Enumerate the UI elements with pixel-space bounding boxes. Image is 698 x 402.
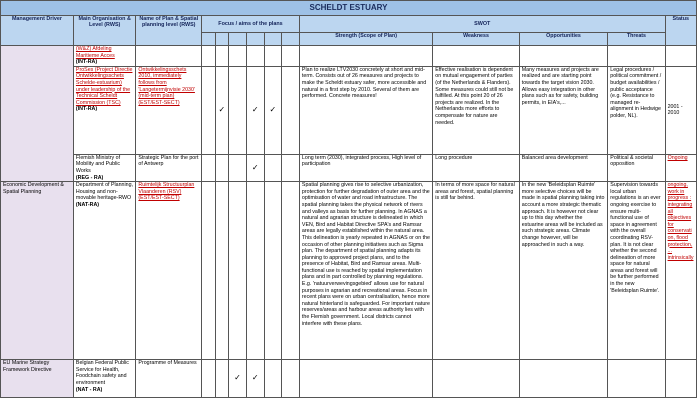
focus-col-3: [229, 33, 247, 46]
org-cell: [73, 66, 136, 154]
opportunities-cell: Many measures and projects are realized and are starting point towards the target vision 2030. Allows easy integration in other plans such as for safety, building permits, in EIA's,...: [519, 66, 608, 154]
header-organisation: Main Organisation & Level (RWS): [73, 16, 136, 46]
weakness-cell: Long procedure: [433, 154, 519, 181]
header-driver: Management Driver: [1, 16, 74, 46]
plan-name: Ruimtelijk Structuurplan Vlaanderen (RSV) (EST/EST-SECT): [138, 182, 195, 202]
threats-cell: Political & societal opposition: [608, 154, 665, 181]
plan-cell: Programme of Measures: [136, 360, 202, 398]
header-swot: SWOT: [299, 16, 665, 33]
check-mark: ✓: [229, 360, 247, 398]
header-focus: Focus / aims of the plans: [202, 16, 300, 33]
status-cell: [665, 154, 696, 181]
focus-col-4: [246, 33, 264, 46]
header-status: Status: [665, 16, 696, 46]
plan-cell: [136, 182, 202, 360]
table-row: [1, 154, 697, 181]
strength-cell: Long term (2030), integrated process, High level of participation: [299, 154, 432, 181]
org-name: Flemish Ministry of Mobility and Public Works: [75, 154, 121, 174]
header-plan: Name of Plan & Spatial planning level (RWS): [136, 16, 202, 46]
plan-cell: [136, 66, 202, 154]
org-code: (INT-RA): [75, 59, 98, 66]
header-threats: Threats: [608, 33, 665, 46]
strength-cell: Spatial planning gives rise to selective urbanization, protection for further degradation of outer area and the optimisation of water and road infrastructure. The spatial planning takes the physical network of rivers and valleys as basis for further planning. In AGNAS a natural and agrarian structure is delineated in which VEN, Bird and Habitat Directive SPA's and Ramsar areas are legally established within the natural area. This delineation is yearly repeated in AGNAS or on the occasion of other planning initiatives such as Sigma plan. The department of spatial planning adapts its planning to approved project plans, and to the presence of Habitat, Bird and Ramsar areas. Multi-functional use is reached by spatial implementation plans and in part controlled by planning regulations. E.g. 'natuurverwevingsgebied' allows use for natural purposes in agrarian and recreational areas. Focus in recent plans were on urban centralisation, hence more natural hinterland is safeguarded. For important nature reserves/areas and harbour areas authority lies with the Flemish government. Local districts cannot interfere with these plans.: [299, 182, 432, 360]
table-row: [1, 46, 697, 67]
status-cell: 2001 - 2010: [665, 66, 696, 154]
weakness-cell: Effective realisation is dependent on mutual engagement of parties (of the Netherlands & Flanders). Some measures could still not be fulfilled. At this point 20 of 26 projects are realized. In the Netherlands more efforts to compensate for nature are needed.: [433, 66, 519, 154]
plan-name: Ontwikkelingsschets 2010, immediately follows from 'Langetermijnvisie 2030' (mid-term plan) (EST/EST-SECT): [138, 66, 195, 106]
org-cell: [73, 360, 136, 398]
driver-cell: [1, 46, 74, 182]
header-opportunities: Opportunities: [519, 33, 608, 46]
org-name: (W&Z) Afdeling Maritieme Acces: [75, 46, 115, 59]
org-code: (NAT-RA): [75, 201, 100, 208]
driver-cell: EU Marine Strategy Framework Directive: [1, 360, 74, 398]
opportunities-cell: In the new 'Beleidsplan Ruimte' more selective choices will be made in spatial planning taking into account a more strategic thematic approach. It is however not clear up to this day whether the estuarine areas will be included as such strategic areas. Climate change however, will be approached in such a way.: [519, 182, 608, 360]
check-mark: ✓: [215, 66, 229, 154]
org-code: (INT-RA): [75, 106, 98, 113]
check-mark: ✓: [246, 66, 264, 154]
org-name: Department of Planning, Housing and non-movable heritage-RWO: [75, 182, 134, 202]
table-row: [1, 66, 697, 154]
focus-cell: [229, 66, 247, 154]
weakness-cell: In terms of more space for natural areas and forest, spatial planning is still far behind.: [433, 182, 519, 360]
opportunities-cell: Balanced area development: [519, 154, 608, 181]
focus-col-6: [282, 33, 300, 46]
driver-cell: Economic Development & Spatial Planning: [1, 182, 74, 360]
table-row: [1, 182, 697, 360]
focus-col-2: [215, 33, 229, 46]
org-cell: [73, 154, 136, 181]
org-name: ProSes (Project Directie Ontwikkelingsschets Schelde-estuarium) under leadership of the Technical Scheldt Commission (TSC): [75, 66, 133, 106]
org-cell: [73, 46, 136, 67]
org-code: (REG - RA): [75, 174, 104, 181]
header-weakness: Weakness: [433, 33, 519, 46]
status-link: Ongoing: [667, 154, 688, 161]
check-mark: ✓: [246, 360, 264, 398]
header-strength: Strength (Scope of Plan): [299, 33, 432, 46]
status-link: ongoing, work in progress : integrating all objectives for conservation, flood protection, ... intrinsically: [667, 182, 694, 261]
threats-cell: Supervision towards local urban regulations is an ever ongoing exercise to ensure multi-functional use of space in agreement with the overall coordinating RSV-plan. It is not clear whether the second delineation of more space for natural areas and forest will be further performed in the new 'Beleidsplan Ruimte'.: [608, 182, 665, 360]
status-cell: [665, 182, 696, 360]
plan-cell: [136, 46, 202, 67]
table-row: [1, 360, 697, 398]
org-cell: [73, 182, 136, 360]
focus-col-5: [264, 33, 282, 46]
strength-cell: Plan to realize LTV2030 concretely at short and mid-term. Consists out of 26 measures and projects to make the Scheldt estuary safer, more accessible and natural in a first step by 2010. Several of them are performed. Concrete measures!: [299, 66, 432, 154]
plan-cell: Strategic Plan for the port of Antwerp: [136, 154, 202, 181]
threats-cell: Legal procedures / political commitment / budget availabilities / public acceptance (e.g. Resistance to managed re-alignment in Hedwige polder, NL).: [608, 66, 665, 154]
focus-cell: [282, 66, 300, 154]
check-mark: ✓: [246, 154, 264, 181]
org-name: Belgian Federal Public Service for Health, Foodchain safety and environment: [75, 360, 129, 386]
focus-col-1: [202, 33, 216, 46]
org-code: (NAT - RA): [75, 386, 103, 393]
focus-cell: [202, 66, 216, 154]
check-mark: ✓: [264, 66, 282, 154]
page-title: SCHELDT ESTUARY: [1, 1, 697, 16]
